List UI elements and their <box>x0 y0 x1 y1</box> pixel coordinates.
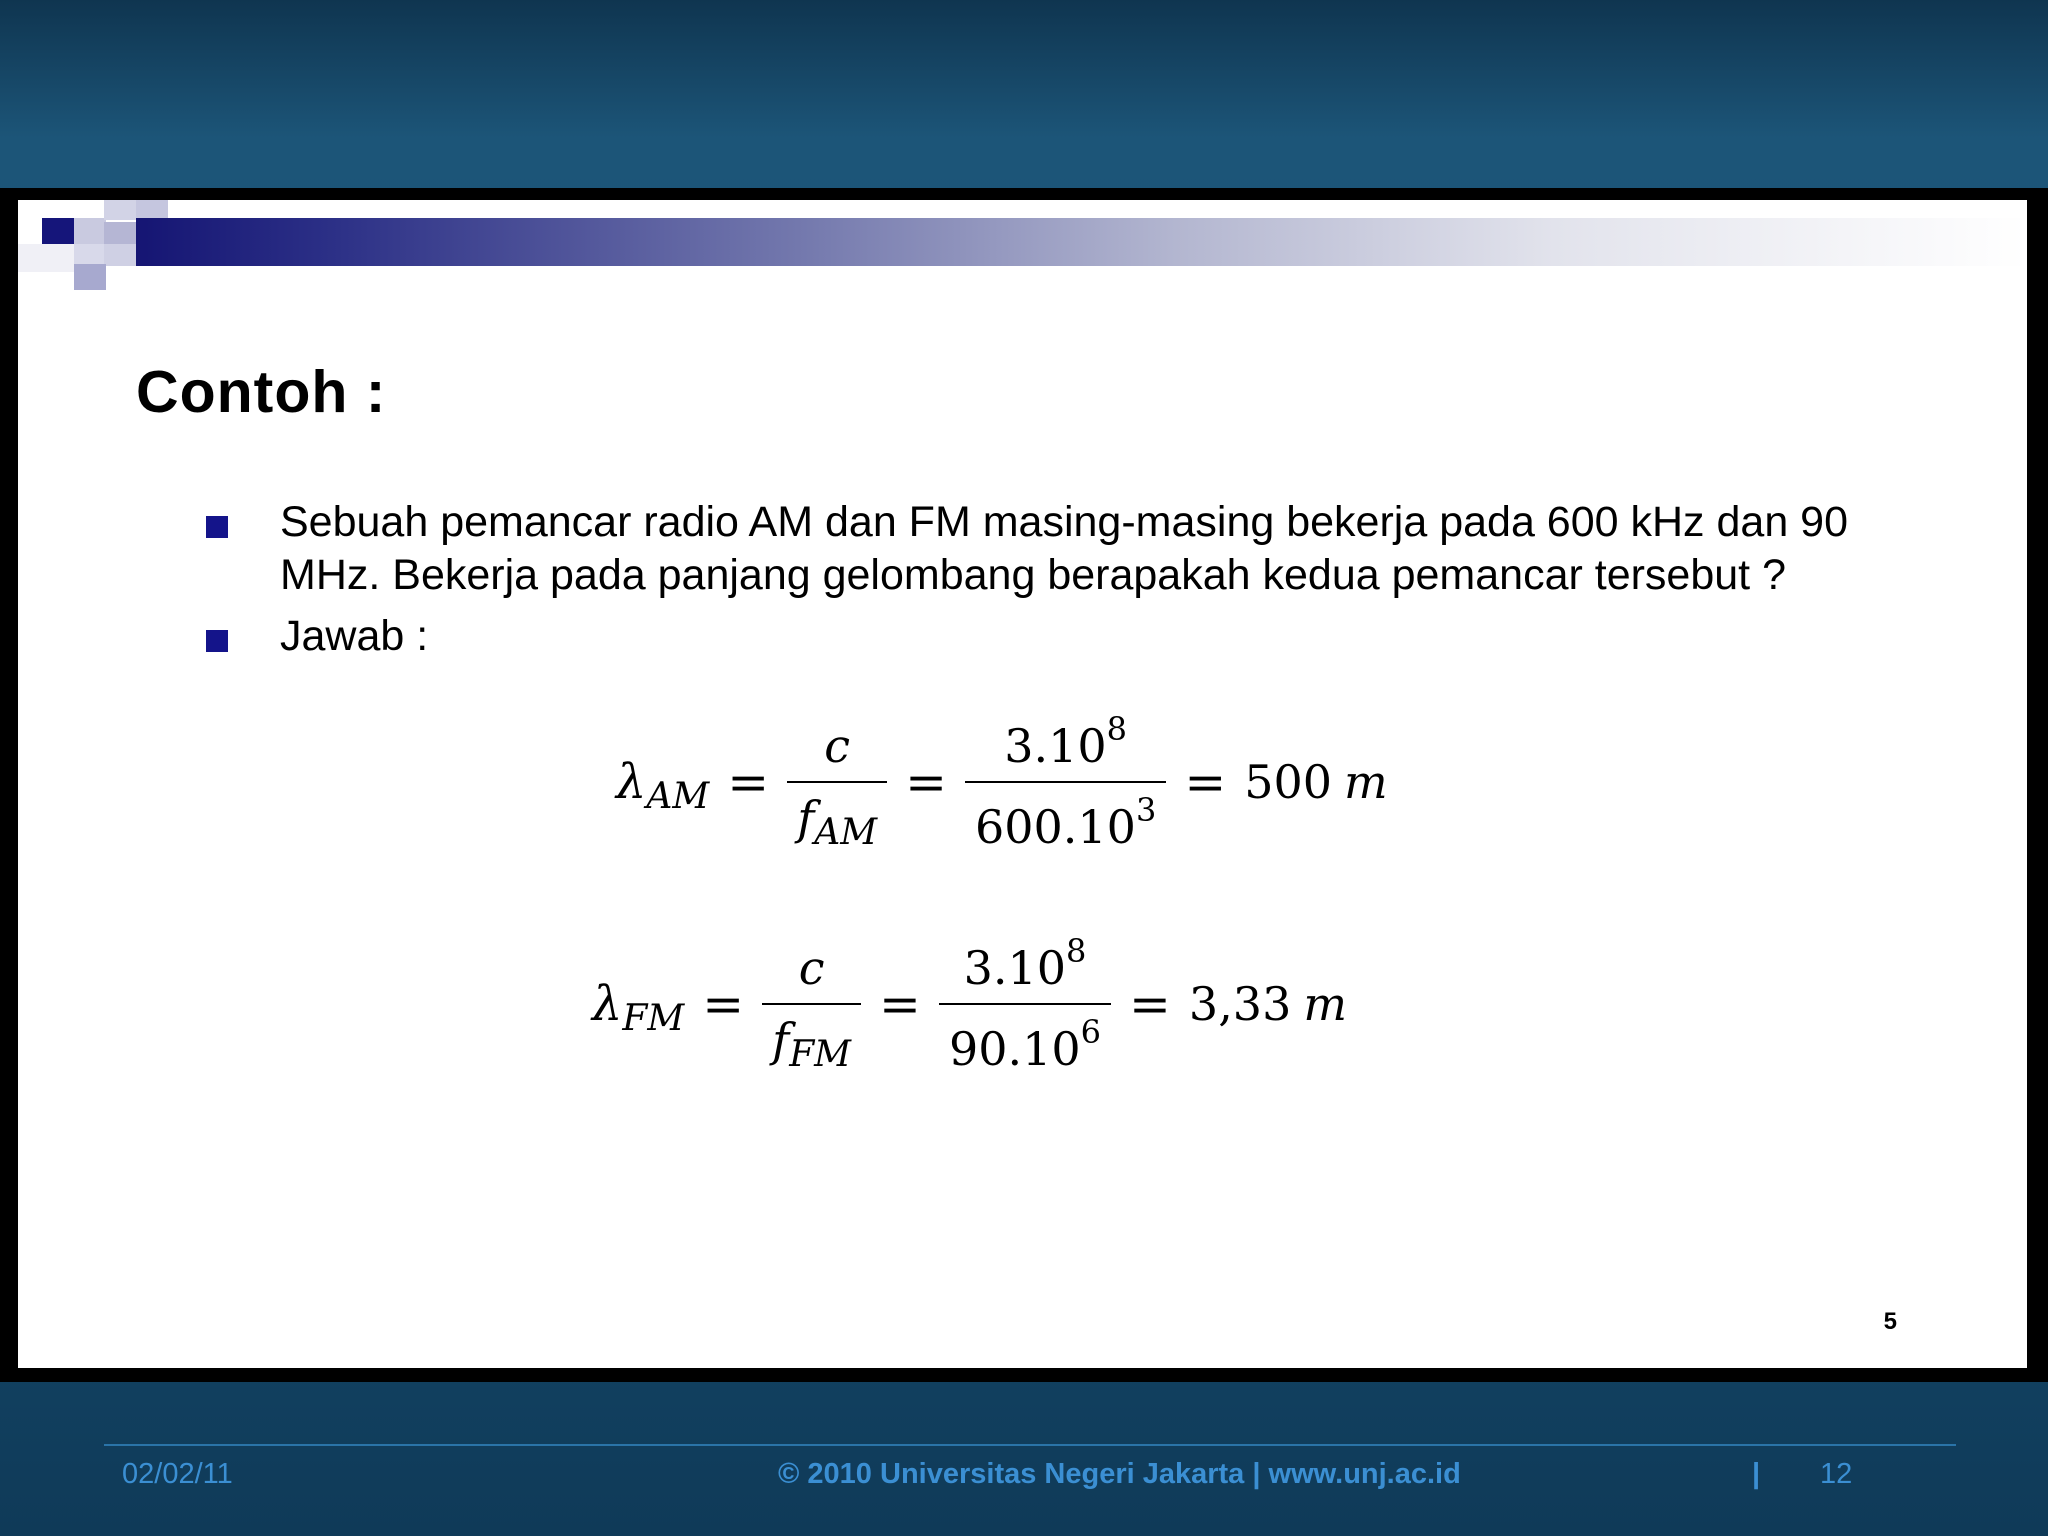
question-text: Sebuah pemancar radio AM dan FM masing-masing bekerja pada 600 kHz dan 90 MHz. Bekerja pada panjang gelombang berapakah kedua pemancar tersebut ? <box>280 498 1849 599</box>
equals-sign: = <box>702 975 745 1033</box>
footer-copyright: © 2010 Universitas Negeri Jakarta | www.unj.ac.id <box>778 1458 1461 1490</box>
decor-square <box>74 244 106 264</box>
result-value: 3,33 <box>1188 977 1292 1031</box>
decor-square <box>74 264 106 290</box>
bullet-marker <box>206 630 228 652</box>
denominator-exponent: 3 <box>1135 791 1157 829</box>
slide-page-number: 5 <box>1883 1308 1897 1335</box>
equals-sign: = <box>879 975 921 1033</box>
footer-divider <box>104 1444 1956 1446</box>
equals-sign: = <box>905 753 947 811</box>
numerator-value <box>954 932 1097 1003</box>
numerator-exponent: 8 <box>1106 710 1128 748</box>
decor-square <box>104 200 136 220</box>
decor-square <box>136 200 168 220</box>
list-item <box>186 496 1886 602</box>
denominator-f <box>762 1003 861 1075</box>
equation-fm <box>592 932 1347 1076</box>
decor-square <box>42 218 74 244</box>
title-banner <box>136 218 2027 266</box>
bullet-marker <box>206 516 228 538</box>
denominator-exponent: 6 <box>1080 1013 1102 1051</box>
denominator-f <box>787 781 887 853</box>
fraction-c-over-f <box>787 719 887 853</box>
fraction-values <box>939 932 1111 1076</box>
decor-square <box>74 218 106 244</box>
frequency-symbol: f <box>772 1013 790 1067</box>
denominator-value <box>965 781 1166 854</box>
slide-title: Contoh : <box>136 359 387 425</box>
numerator-base: 3.10 <box>963 941 1067 995</box>
list-item <box>186 610 1886 663</box>
denominator-value <box>939 1003 1111 1076</box>
bullet-list <box>186 496 1886 671</box>
result-value: 500 <box>1244 755 1333 809</box>
footer-page-number: 12 <box>1820 1458 1853 1490</box>
footer-date: 02/02/11 <box>122 1458 233 1490</box>
result-unit: m <box>1344 755 1388 809</box>
numerator-exponent: 8 <box>1066 932 1087 970</box>
lambda-symbol: λ <box>616 754 647 810</box>
equation-am <box>616 710 1388 854</box>
frequency-subscript: FM <box>789 1034 852 1075</box>
numerator-base: 3.10 <box>1004 719 1107 773</box>
decor-square <box>18 244 74 272</box>
fraction-c-over-f <box>762 941 861 1075</box>
result-unit: m <box>1303 977 1347 1031</box>
denominator-base: 600.10 <box>974 800 1136 854</box>
equals-sign: = <box>1129 975 1171 1033</box>
numerator-c: c <box>798 941 825 995</box>
lambda-subscript: AM <box>646 775 710 817</box>
lambda-symbol: λ <box>592 976 623 1032</box>
numerator-c: c <box>824 719 851 773</box>
footer-separator: | <box>1752 1458 1761 1490</box>
decor-square <box>104 222 136 244</box>
numerator-value <box>994 710 1137 781</box>
slide <box>18 200 2027 1368</box>
fraction-values <box>965 710 1166 854</box>
frequency-symbol: f <box>797 791 815 845</box>
denominator-base: 90.10 <box>948 1022 1081 1076</box>
lambda-subscript: FM <box>622 997 685 1039</box>
equals-sign: = <box>1184 753 1227 811</box>
decor-square <box>104 244 136 266</box>
frequency-subscript: AM <box>814 812 878 853</box>
equals-sign: = <box>727 753 770 811</box>
answer-label: Jawab : <box>280 612 429 660</box>
